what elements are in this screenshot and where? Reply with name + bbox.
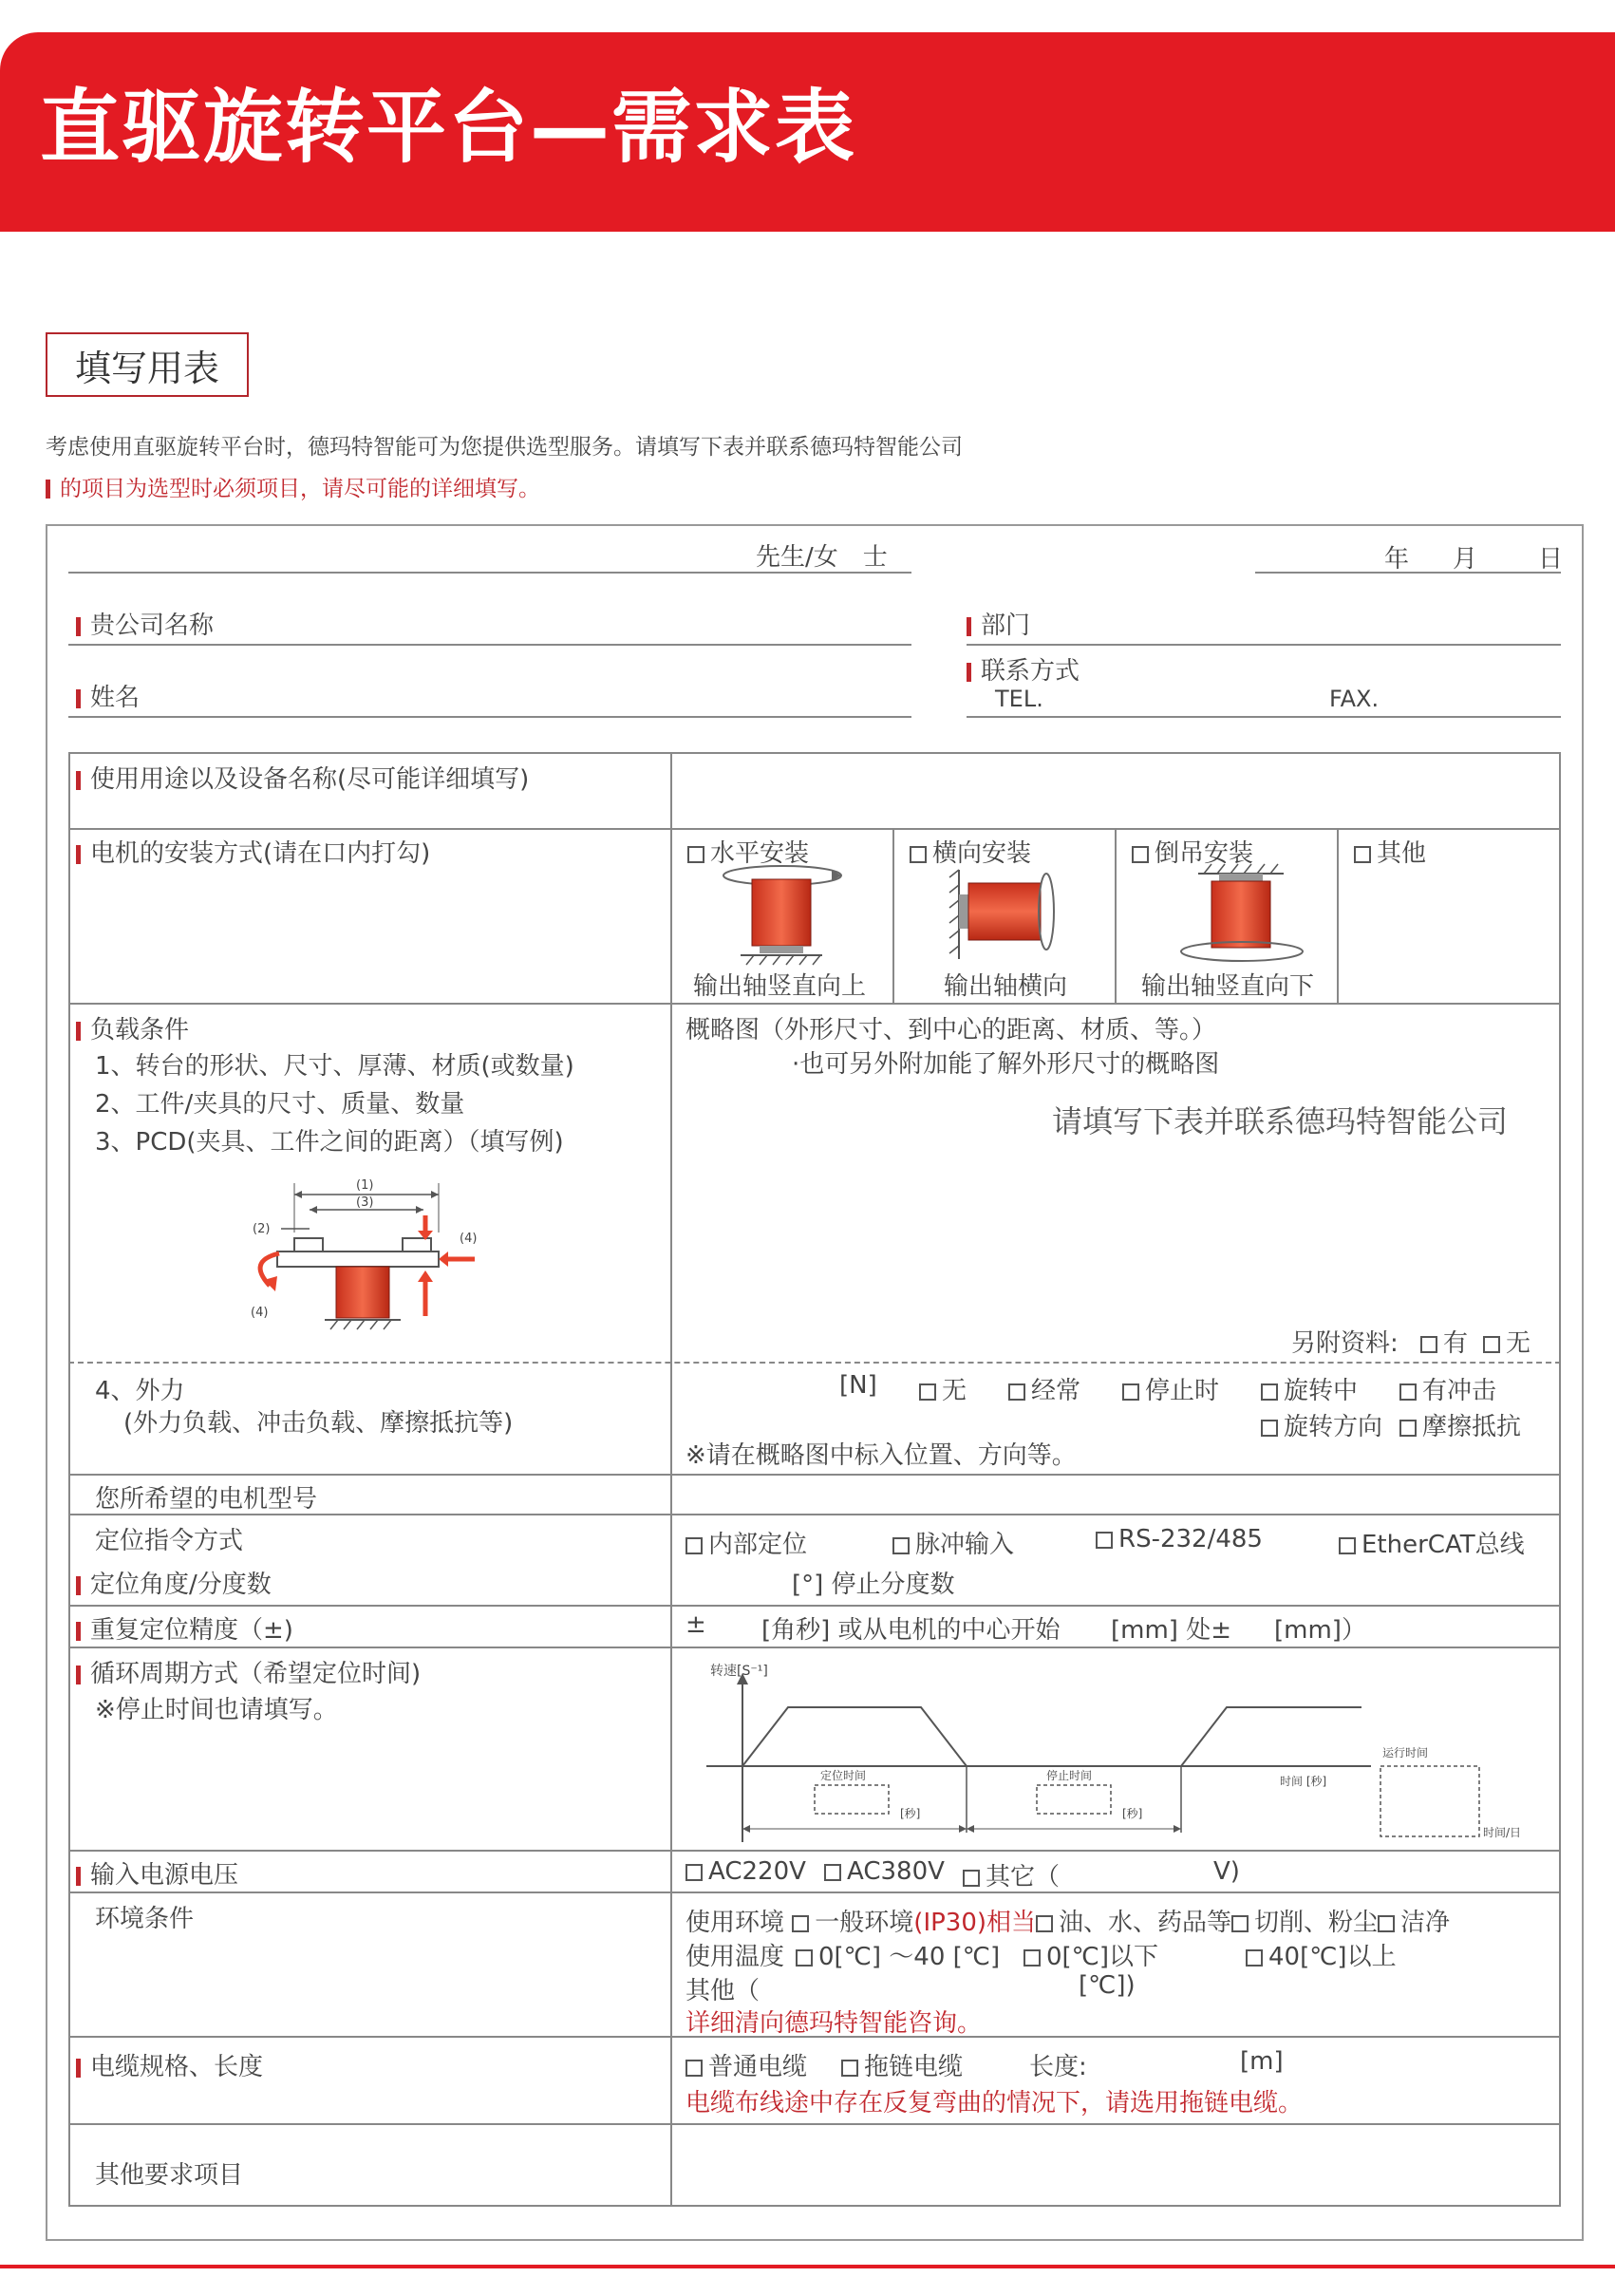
force-impact-checkbox[interactable]: 有冲击 [1399,1371,1496,1406]
sketch-label: 概略图（外形尺寸、到中心的距离、材质、等。） [685,1016,1217,1044]
dim-label-4: (4) [460,1232,478,1246]
horizontal-mount-motor-icon [703,860,854,967]
sketch-hint: ·也可另外附加能了解外形尺寸的概略图 [792,1050,1220,1079]
cmd-ethercat-checkbox[interactable]: EtherCAT总线 [1339,1525,1525,1560]
repeat-mm1[interactable]: [mm] 处± [1111,1616,1231,1645]
force-title: 4、外力 [95,1377,185,1405]
env-temp-high-checkbox[interactable]: 40[℃]以上 [1246,1937,1397,1972]
sec-label-1: [秒] [900,1807,921,1820]
checkbox-icon [910,846,927,863]
force-friction-checkbox[interactable]: 摩擦抵抗 [1399,1407,1521,1442]
inverted-mount-motor-icon [1160,860,1322,967]
power-label: 输入电源电压 [76,1855,238,1891]
power-380-checkbox[interactable]: AC380V [824,1857,945,1886]
force-note: ※请在概略图中标入位置、方向等。 [685,1441,1077,1470]
dept-label: 部门 [967,606,1030,641]
usage-label: 使用用途以及设备名称(尽可能详细填写) [76,760,529,795]
mount-label: 电机的安装方式(请在口内打勾) [76,834,430,869]
load-item-3: 3、PCD(夹具、工件之间的距离）（填写例) [95,1128,564,1157]
env-other-unit: [℃]) [1079,1971,1136,2000]
year-label: 年 [1384,545,1410,574]
load-item-2: 2、工件/夹具的尺寸、质量、数量 [95,1090,465,1119]
power-other-unit: V) [1213,1857,1240,1886]
tel-label: TEL. [995,686,1043,712]
contact-label: 联系方式 [967,651,1080,687]
time-axis-label: 时间 [秒] [1280,1775,1327,1788]
sketch-area[interactable] [676,1136,1549,1326]
checkbox-icon [1420,1336,1437,1353]
fax-label: FAX. [1329,686,1380,712]
cycle-timing-diagram [706,1656,1542,1846]
intro-text: 考虑使用直驱旋转平台时，德玛特智能可为您提供选型服务。请填写下表并联系德玛特智能公司 [46,435,963,460]
time-day-label: 时间/日 [1483,1826,1522,1839]
load-item-1: 1、转台的形状、尺寸、厚薄、材质(或数量) [95,1052,574,1081]
cable-label: 电缆规格、长度 [76,2047,263,2082]
mount-option-horizontal[interactable]: 水平安装 [687,834,809,869]
force-sub: (外力负载、冲击负载、摩擦抵抗等) [123,1409,514,1438]
date-line[interactable] [1255,572,1561,574]
table-column-divider [670,752,672,2207]
checkbox-icon [1483,1336,1500,1353]
name-label: 姓名 [76,678,140,713]
company-label: 贵公司名称 [76,606,214,641]
repeat-mm2[interactable]: [mm]） [1274,1616,1366,1645]
dim-label-1: (1) [356,1178,374,1193]
cycle-note: ※停止时间也请填写。 [95,1696,338,1724]
other-requirements-label: 其他要求项目 [95,2161,244,2190]
cmd-pulse-checkbox[interactable]: 脉冲输入 [892,1525,1014,1560]
attach-yes-checkbox[interactable]: 有 [1420,1324,1468,1359]
pos-time-label: 定位时间 [820,1769,867,1782]
load-title: 负载条件 [76,1010,189,1045]
footer-rule [0,2265,1615,2268]
cable-drag-checkbox[interactable]: 拖链电缆 [841,2047,963,2082]
env-use-row: 使用环境 一般环境(IP30)相当 油、水、药品等 切削、粉尘 洁净 [685,1909,1451,1937]
pcd-example-diagram [237,1174,494,1341]
cable-normal-checkbox[interactable]: 普通电缆 [685,2047,807,2082]
page-title: 直驱旋转平台—需求表 [40,81,857,174]
contact-note: 请填写下表并联系德玛特智能公司 [1052,1103,1509,1139]
repeat-text[interactable]: [角秒] 或从电机的中心开始 [761,1616,1061,1645]
cmd-internal-checkbox[interactable]: 内部定位 [685,1525,807,1560]
dim-label-4b: (4) [251,1306,269,1320]
checkbox-icon [1354,846,1371,863]
mount-option-inverted[interactable]: 倒吊安装 [1132,834,1253,869]
mount-option-lateral[interactable]: 横向安装 [910,834,1031,869]
repeat-pm: ± [685,1610,706,1639]
cable-length-unit: [m] [1240,2047,1284,2076]
force-unit: [N] [839,1371,877,1400]
mount-option-other[interactable]: 其他 [1354,834,1426,869]
mount-caption-down: 输出轴竖直向下 [1141,972,1315,1001]
dim-label-3: (3) [356,1195,374,1210]
force-direction-checkbox[interactable]: 旋转方向 [1261,1407,1382,1442]
dept-field[interactable] [967,644,1561,646]
month-label: 月 [1453,545,1478,574]
env-other-label: 其他（ [685,1977,761,2005]
other-requirements-field[interactable] [676,2127,1549,2203]
force-stop-checkbox[interactable]: 停止时 [1122,1371,1219,1406]
force-none-checkbox[interactable]: 无 [919,1371,967,1406]
repeat-label: 重复定位精度（±) [76,1610,293,1646]
name-field[interactable] [68,716,911,718]
angle-value[interactable]: [°] 停止分度数 [792,1571,955,1599]
angle-label: 定位角度/分度数 [76,1565,272,1600]
env-consult-note: 详细清向德玛特智能咨询。 [685,2009,983,2038]
force-rotating-checkbox[interactable]: 旋转中 [1261,1371,1358,1406]
checkbox-icon [1132,846,1149,863]
lateral-mount-motor-icon [946,860,1069,967]
model-label: 您所希望的电机型号 [95,1485,318,1514]
cable-note: 电缆布线途中存在反复弯曲的情况下，请选用拖链电缆。 [685,2089,1304,2117]
cycle-label: 循环周期方式（希望定位时间) [76,1654,421,1689]
attach-no-checkbox[interactable]: 无 [1483,1324,1530,1359]
cable-length-label: 长度: [1029,2053,1087,2081]
cmd-label: 定位指令方式 [95,1527,244,1555]
mount-caption-up: 输出轴竖直向上 [693,972,867,1001]
cmd-rs232-checkbox[interactable]: RS-232/485 [1096,1525,1263,1553]
env-temp-range-checkbox[interactable]: 0[℃] ～40 [℃] [796,1937,1000,1972]
required-marker-icon [46,480,50,499]
power-220-checkbox[interactable]: AC220V [685,1857,806,1886]
attach-label: 另附资料: [1291,1329,1399,1358]
power-other-checkbox[interactable]: 其它（ [963,1857,1060,1892]
stop-time-label: 停止时间 [1046,1769,1093,1782]
env-label: 环境条件 [95,1905,195,1933]
honorific-label: 先生/女 士 [756,543,888,572]
company-field[interactable] [68,644,911,646]
salutation-line[interactable] [68,572,911,574]
header-banner [0,32,1615,232]
run-time-label: 运行时间 [1382,1746,1429,1760]
speed-axis-label: 转速[S⁻¹] [710,1664,768,1679]
contact-field[interactable] [967,716,1561,718]
mount-caption-lateral: 输出轴横向 [944,972,1068,1001]
dim-label-2: (2) [253,1222,271,1236]
required-note: 的项目为选型时必须项目，请尽可能的详细填写。 [46,471,540,502]
sec-label-2: [秒] [1122,1807,1143,1820]
env-temp-label: 使用温度 [685,1943,785,1971]
force-often-checkbox[interactable]: 经常 [1008,1371,1080,1406]
day-label: 日 [1538,545,1564,574]
section-tag: 填写用表 [46,332,249,397]
env-temp-low-checkbox[interactable]: 0[℃]以下 [1023,1937,1158,1972]
